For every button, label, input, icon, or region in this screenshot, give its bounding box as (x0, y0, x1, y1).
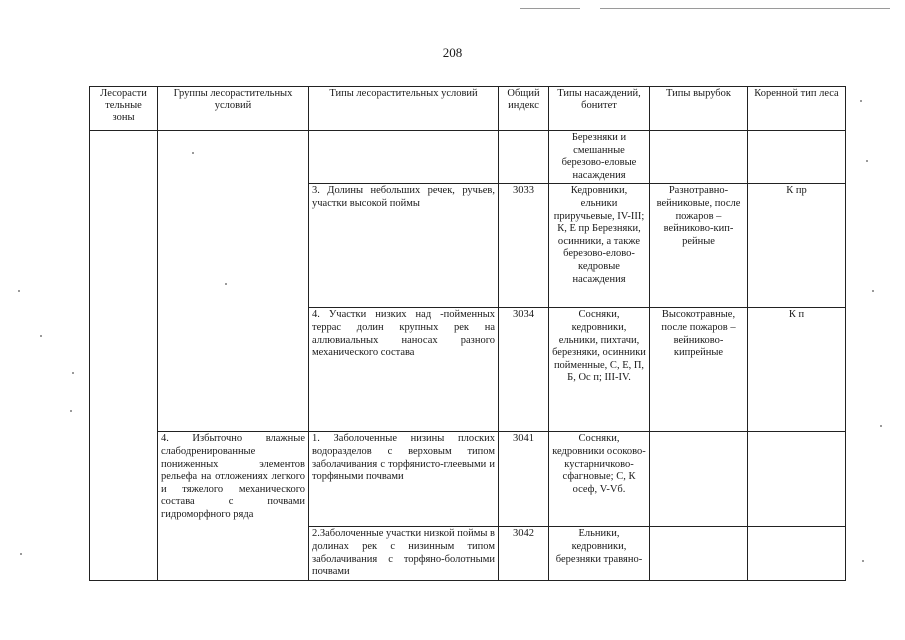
zone-cell (90, 131, 158, 581)
header-stands: Типы насаждений, бонитет (549, 87, 650, 131)
index-cell (499, 131, 549, 184)
scan-speck (70, 410, 72, 412)
stands-cell: Сосняки, кедровники, ельники, пихтачи, березняки, осинники пойменные, С, Е, П, Б, Ос п; III-IV. (549, 308, 650, 432)
table-row (90, 432, 846, 527)
forest-cell (748, 131, 846, 184)
scan-speck (18, 290, 20, 292)
cuttings-cell (650, 131, 748, 184)
scan-speck (872, 290, 874, 292)
header-cuttings: Типы вырубок (650, 87, 748, 131)
scan-speck (880, 425, 882, 427)
forest-types-table (89, 86, 846, 581)
group-cell: 4. Избыточно влажные слабодренированные пониженных элементов рельефа на отложениях легкого и тяжелого механического состава с почвами гидроморфного ряда (158, 432, 309, 580)
scan-top-line-left (520, 8, 580, 9)
scan-speck (862, 560, 864, 562)
scan-speck (866, 160, 868, 162)
cuttings-cell: Высокотравные, после пожаров – вейниково-кипрейные (650, 308, 748, 432)
index-cell: 3041 (499, 432, 549, 527)
stands-cell: Ельники, кедровники, березняки травяно- (549, 527, 650, 580)
cuttings-cell (650, 527, 748, 580)
type-cell: 4. Участки низких над -пойменных террас долин крупных рек на аллювиальных наносах разного механического состава (309, 308, 499, 432)
forest-cell: К пр (748, 184, 846, 308)
stands-cell: Кедровники, ельники приручьевые, IV-III; К, Е пр Березняки, осинники, а также березово-елово-кедровые насаждения (549, 184, 650, 308)
header-forest: Коренной тип леса (748, 87, 846, 131)
stands-cell: Сосняки, кедровники осоково-кустарничково-сфагновые; С, К осеф, V-Vб. (549, 432, 650, 527)
scan-speck (225, 283, 227, 285)
index-cell: 3034 (499, 308, 549, 432)
scan-top-line-right (600, 8, 890, 9)
group-cell-empty (158, 131, 309, 432)
stands-cell: Березняки и смешанные березово-еловые насаждения (549, 131, 650, 184)
scan-speck (860, 100, 862, 102)
type-cell: 1. Заболоченные низины плоских водоразделов с верховым типом заболачивания с торфянисто-глеевыми и торфяными почвами (309, 432, 499, 527)
type-cell: 2.Заболоченные участки низкой поймы в долинах рек с низинным типом заболачивания с торфяно-болотными почвами (309, 527, 499, 580)
header-types: Типы лесорастительных условий (309, 87, 499, 131)
type-cell (309, 131, 499, 184)
scan-speck (20, 553, 22, 555)
scan-speck (40, 335, 42, 337)
index-cell: 3033 (499, 184, 549, 308)
scan-speck (192, 152, 194, 154)
header-groups: Группы лесорастительных условий (158, 87, 309, 131)
forest-cell (748, 432, 846, 527)
cuttings-cell: Разнотравно-вейниковые, после пожаров – вейниково-кип-рейные (650, 184, 748, 308)
table-row (90, 131, 846, 184)
cuttings-cell (650, 432, 748, 527)
scan-speck (72, 372, 74, 374)
forest-cell (748, 527, 846, 580)
index-cell: 3042 (499, 527, 549, 580)
type-cell: 3. Долины небольших речек, ручьев, участки высокой поймы (309, 184, 499, 308)
forest-cell: К п (748, 308, 846, 432)
header-row (90, 87, 846, 131)
page-number: 208 (442, 45, 463, 60)
header-zones: Лесорасти тельные зоны (90, 87, 158, 131)
header-index: Общий индекс (499, 87, 549, 131)
